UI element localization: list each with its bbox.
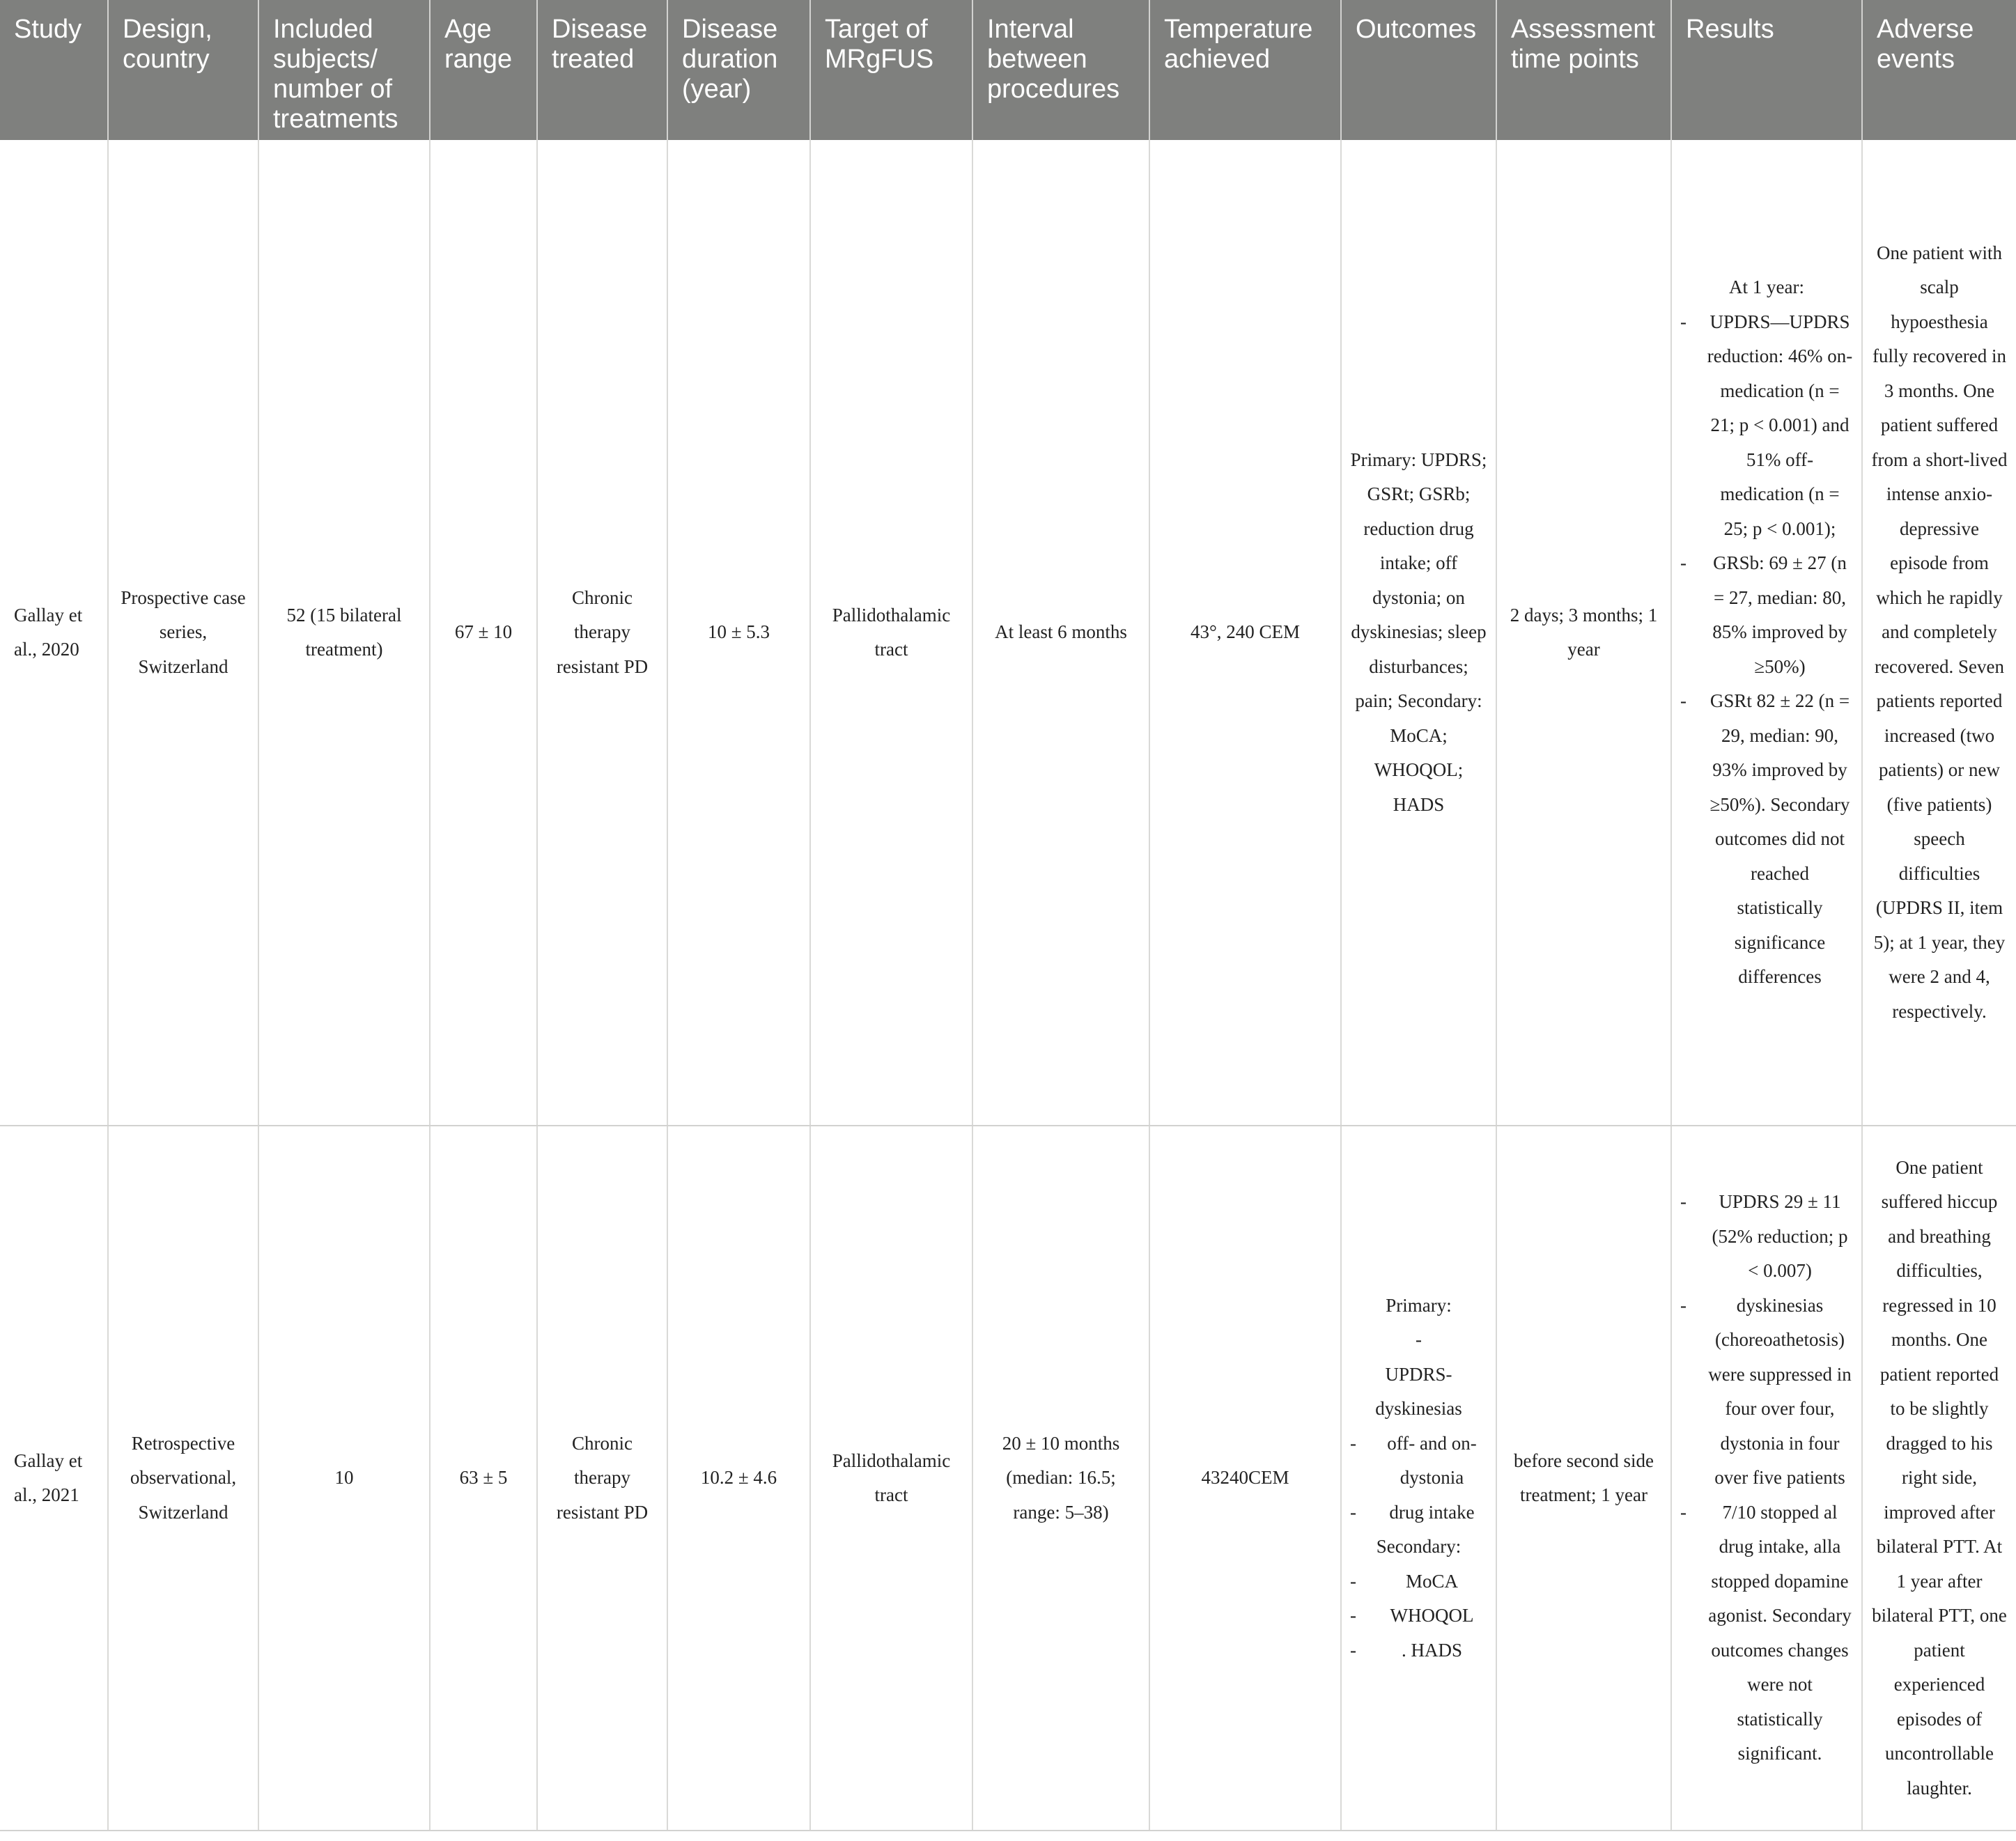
header-row bbox=[0, 0, 2016, 140]
cell-design: Retrospective observational, Switzerland bbox=[108, 1126, 258, 1831]
cell-age: 63 ± 5 bbox=[430, 1126, 537, 1831]
cell-interval: At least 6 months bbox=[972, 140, 1149, 1126]
cell-results bbox=[1671, 140, 1862, 1126]
header-subjects: Included subjects/ number of treatments bbox=[258, 0, 430, 140]
header-assessment: Assessment time points bbox=[1496, 0, 1671, 140]
cell-target: Pallidothalamic tract bbox=[810, 1126, 972, 1831]
list-item: - GRSb: 69 ± 27 (n = 27, median: 80, 85% improved by ≥50%) bbox=[1680, 546, 1853, 684]
list-item: - 7/10 stopped al drug intake, alla stopped dopamine agonist. Secondary outcomes changes were not statistically significant. bbox=[1680, 1496, 1853, 1771]
cell-duration: 10.2 ± 4.6 bbox=[667, 1126, 810, 1831]
header-design: Design, country bbox=[108, 0, 258, 140]
header-disease: Disease treated bbox=[537, 0, 667, 140]
header-study: Study bbox=[0, 0, 108, 140]
cell-subjects: 52 (15 bilateral treatment) bbox=[258, 140, 430, 1126]
outcomes-item: WHOQOL bbox=[1390, 1605, 1474, 1626]
cell-disease: Chronic therapy resistant PD bbox=[537, 1126, 667, 1831]
list-item: - MoCA bbox=[1350, 1564, 1487, 1599]
cell-adverse: One patient with scalp hypoesthesia fully recovered in 3 months. One patient suffered from a short-lived intense anxio-depressive episode from which he rapidly and completely recovered. Seven patients reported increased (two patients) or new (five patients) speech difficulties (UPDRS II, item 5); at 1 year, they were 2 and 4, respectively. bbox=[1862, 140, 2016, 1126]
header-outcomes: Outcomes bbox=[1341, 0, 1496, 140]
outcomes-item: drug intake bbox=[1389, 1501, 1475, 1523]
list-item: - off- and on-dystonia bbox=[1350, 1427, 1487, 1496]
outcomes-item: MoCA bbox=[1405, 1570, 1458, 1592]
outcomes-dash: - bbox=[1416, 1329, 1422, 1351]
results-item: UPDRS—UPDRS reduction: 46% on-medication (n = 21; p < 0.001) and 51% off-medication (n = 25; p < 0.001); bbox=[1707, 311, 1853, 539]
outcomes-secondary-label: Secondary: bbox=[1376, 1536, 1461, 1558]
header-age: Age range bbox=[430, 0, 537, 140]
cell-age: 67 ± 10 bbox=[430, 140, 537, 1126]
cell-design: Prospective case series, Switzerland bbox=[108, 140, 258, 1126]
list-item: - UPDRS 29 ± 11 (52% reduction; p < 0.007) bbox=[1680, 1185, 1853, 1289]
cell-study: Gallay et al., 2021 bbox=[0, 1126, 108, 1831]
header-results: Results bbox=[1671, 0, 1862, 140]
header-temperature: Temperature achieved bbox=[1149, 0, 1341, 140]
outcomes-item: . HADS bbox=[1401, 1639, 1462, 1661]
list-item: - UPDRS—UPDRS reduction: 46% on-medication (n = 21; p < 0.001) and 51% off-medication (n = 25; p < 0.001); bbox=[1680, 305, 1853, 547]
results-item: GRSb: 69 ± 27 (n = 27, median: 80, 85% improved by ≥50%) bbox=[1712, 552, 1847, 677]
cell-temperature: 43240CEM bbox=[1149, 1126, 1341, 1831]
results-item: GSRt 82 ± 22 (n = 29, median: 90, 93% improved by ≥50%). Secondary outcomes did not reached statistically significance differences bbox=[1709, 690, 1850, 988]
cell-target: Pallidothalamic tract bbox=[810, 140, 972, 1126]
cell-disease: Chronic therapy resistant PD bbox=[537, 140, 667, 1126]
results-item: 7/10 stopped al drug intake, alla stopped dopamine agonist. Secondary outcomes changes were not statistically significant. bbox=[1708, 1501, 1852, 1764]
cell-subjects: 10 bbox=[258, 1126, 430, 1831]
list-item: - drug intake bbox=[1350, 1496, 1487, 1530]
outcomes-primary-label: Primary: bbox=[1386, 1294, 1452, 1316]
header-target: Target of MRgFUS bbox=[810, 0, 972, 140]
cell-study: Gallay et al., 2020 bbox=[0, 140, 108, 1126]
results-item: UPDRS 29 ± 11 (52% reduction; p < 0.007) bbox=[1712, 1191, 1848, 1282]
cell-outcomes: Primary: UPDRS; GSRt; GSRb; reduction drug intake; off dystonia; on dyskinesias; sleep disturbances; pain; Secondary: MoCA; WHOQOL; HADS bbox=[1341, 140, 1496, 1126]
results-intro: At 1 year: bbox=[1729, 277, 1804, 298]
cell-temperature: 43°, 240 CEM bbox=[1149, 140, 1341, 1126]
header-adverse: Adverse events bbox=[1862, 0, 2016, 140]
list-item: - dyskinesias (choreoathetosis) were suppressed in four over four, dystonia in four over five patients bbox=[1680, 1289, 1853, 1496]
cell-adverse: One patient suffered hiccup and breathing difficulties, regressed in 10 months. One patient reported to be slightly dragged to his right side, improved after bilateral PTT. At 1 year after bilateral PTT, one patient experienced episodes of uncontrollable laughter. bbox=[1862, 1126, 2016, 1831]
cell-interval: 20 ± 10 months (median: 16.5; range: 5–38) bbox=[972, 1126, 1149, 1831]
cell-outcomes bbox=[1341, 1126, 1496, 1831]
header-duration: Disease duration (year) bbox=[667, 0, 810, 140]
outcomes-item: off- and on-dystonia bbox=[1387, 1432, 1477, 1489]
table-row bbox=[0, 1126, 2016, 1831]
results-item: dyskinesias (choreoathetosis) were suppressed in four over four, dystonia in four over five patients bbox=[1708, 1294, 1852, 1489]
cell-results bbox=[1671, 1126, 1862, 1831]
header-interval: Interval between procedures bbox=[972, 0, 1149, 140]
cell-duration: 10 ± 5.3 bbox=[667, 140, 810, 1126]
list-item: - GSRt 82 ± 22 (n = 29, median: 90, 93% improved by ≥50%). Secondary outcomes did not reached statistically significance differences bbox=[1680, 684, 1853, 995]
list-item: - WHOQOL bbox=[1350, 1599, 1487, 1633]
table-row bbox=[0, 140, 2016, 1126]
outcomes-updrs: UPDRS-dyskinesias bbox=[1375, 1363, 1462, 1420]
list-item: - . HADS bbox=[1350, 1633, 1487, 1668]
cell-assessment: before second side treatment; 1 year bbox=[1496, 1126, 1671, 1831]
cell-assessment: 2 days; 3 months; 1 year bbox=[1496, 140, 1671, 1126]
